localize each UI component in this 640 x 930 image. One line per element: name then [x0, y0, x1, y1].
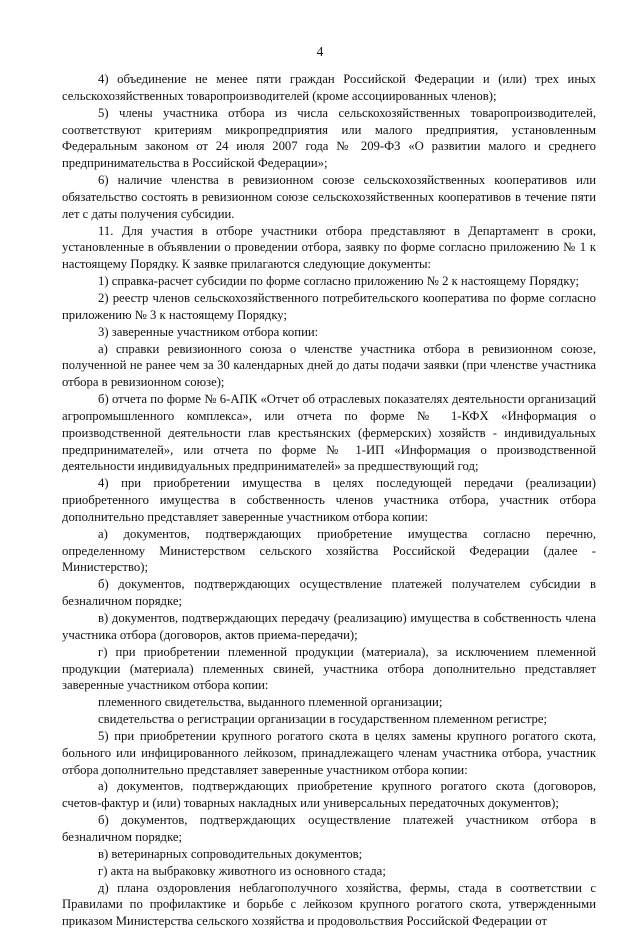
paragraph-item-4: 4) объединение не менее пяти граждан Российской Федерации и (или) трех иных сельскохозяйственных товаропроизводителей (кроме ассоциированных членов); [62, 71, 596, 105]
paragraph-doc-4b: б) документов, подтверждающих осуществление платежей получателем субсидии в безналичном порядке; [62, 576, 596, 610]
paragraph-doc-5b: б) документов, подтверждающих осуществление платежей участником отбора в безналичном порядке; [62, 812, 596, 846]
paragraph-doc-4v: в) документов, подтверждающих передачу (реализацию) имущества в собственность члена участника отбора (договоров, актов приема-передачи); [62, 610, 596, 644]
paragraph-doc-5: 5) при приобретении крупного рогатого скота в целях замены крупного рогатого скота, больного или инфицированного лейкозом, принадлежащего членам участника отбора, участник отбора дополнительно представляет заверенные участником отбора копии: [62, 728, 596, 779]
paragraph-doc-3: 3) заверенные участником отбора копии: [62, 324, 596, 341]
paragraph-doc-5a: а) документов, подтверждающих приобретение крупного рогатого скота (договоров, счетов-фактур и (или) товарных накладных или универсальных передаточных документов); [62, 778, 596, 812]
paragraph-doc-3b: б) отчета по форме № 6-АПК «Отчет об отраслевых показателях деятельности организаций агропромышленного комплекса», или отчета по форме № 1-КФХ «Информация о производственной деятельности глав крестьянских (фермерских) хозяйств - индивидуальных предпринимателей», или отчета по форме № 1-ИП «Информация о производственной деятельности индивидуальных предпринимателей» за предшествующий год; [62, 391, 596, 475]
paragraph-doc-4: 4) при приобретении имущества в целях последующей передачи (реализации) приобретенного имущества в собственность членов участника отбора, участник отбора дополнительно представляет заверенные участником отбора копии: [62, 475, 596, 526]
paragraph-doc-5d: д) плана оздоровления неблагополучного хозяйства, фермы, стада в соответствии с Правилами по профилактике и борьбе с лейкозом крупного рогатого скота, утвержденными приказом Министерства сельского хозяйства и продовольствия Российской Федерации от [62, 880, 596, 930]
paragraph-doc-4g: г) при приобретении племенной продукции (материала), за исключением племенной продукции (материала) племенных свиней, участника отбора дополнительно представляет заверенные участником отбора копии: [62, 644, 596, 695]
document-body [62, 71, 596, 930]
paragraph-doc-1: 1) справка-расчет субсидии по форме согласно приложению № 2 к настоящему Порядку; [62, 273, 596, 290]
paragraph-doc-3a: а) справки ревизионного союза о членстве участника отбора в ревизионном союзе, полученной не ранее чем за 30 календарных дней до даты подачи заявки (при членстве участника отбора в ревизионном союзе); [62, 341, 596, 392]
paragraph-doc-5g: г) акта на выбраковку животного из основного стада; [62, 863, 596, 880]
paragraph-section-11: 11. Для участия в отборе участники отбора представляют в Департамент в сроки, установленные в объявлении о проведении отбора, заявку по форме согласно приложению № 1 к настоящему Порядку. К заявке прилагаются следующие документы: [62, 223, 596, 274]
paragraph-item-6: 6) наличие членства в ревизионном союзе сельскохозяйственных кооперативов или обязательство состоять в ревизионном союзе сельскохозяйственных кооперативов в течение пяти лет с даты получения субсидии. [62, 172, 596, 223]
paragraph-doc-4a: а) документов, подтверждающих приобретение имущества согласно перечню, определенному Министерством сельского хозяйства Российской Федерации (далее - Министерство); [62, 526, 596, 577]
paragraph-doc-2: 2) реестр членов сельскохозяйственного потребительского кооператива по форме согласно приложению № 3 к настоящему Порядку; [62, 290, 596, 324]
paragraph-item-5: 5) члены участника отбора из числа сельскохозяйственных товаропроизводителей, соответствуют критериям микропредприятия или малого предприятия, установленным Федеральным законом от 24 июля 2007 года № 209-ФЗ «О развитии малого и среднего предпринимательства в Российской Федерации»; [62, 105, 596, 172]
paragraph-doc-4g-2: свидетельства о регистрации организации в государственном племенном регистре; [62, 711, 596, 728]
paragraph-doc-5v: в) ветеринарных сопроводительных документов; [62, 846, 596, 863]
page-number: 4 [0, 44, 640, 60]
paragraph-doc-4g-1: племенного свидетельства, выданного племенной организации; [62, 694, 596, 711]
